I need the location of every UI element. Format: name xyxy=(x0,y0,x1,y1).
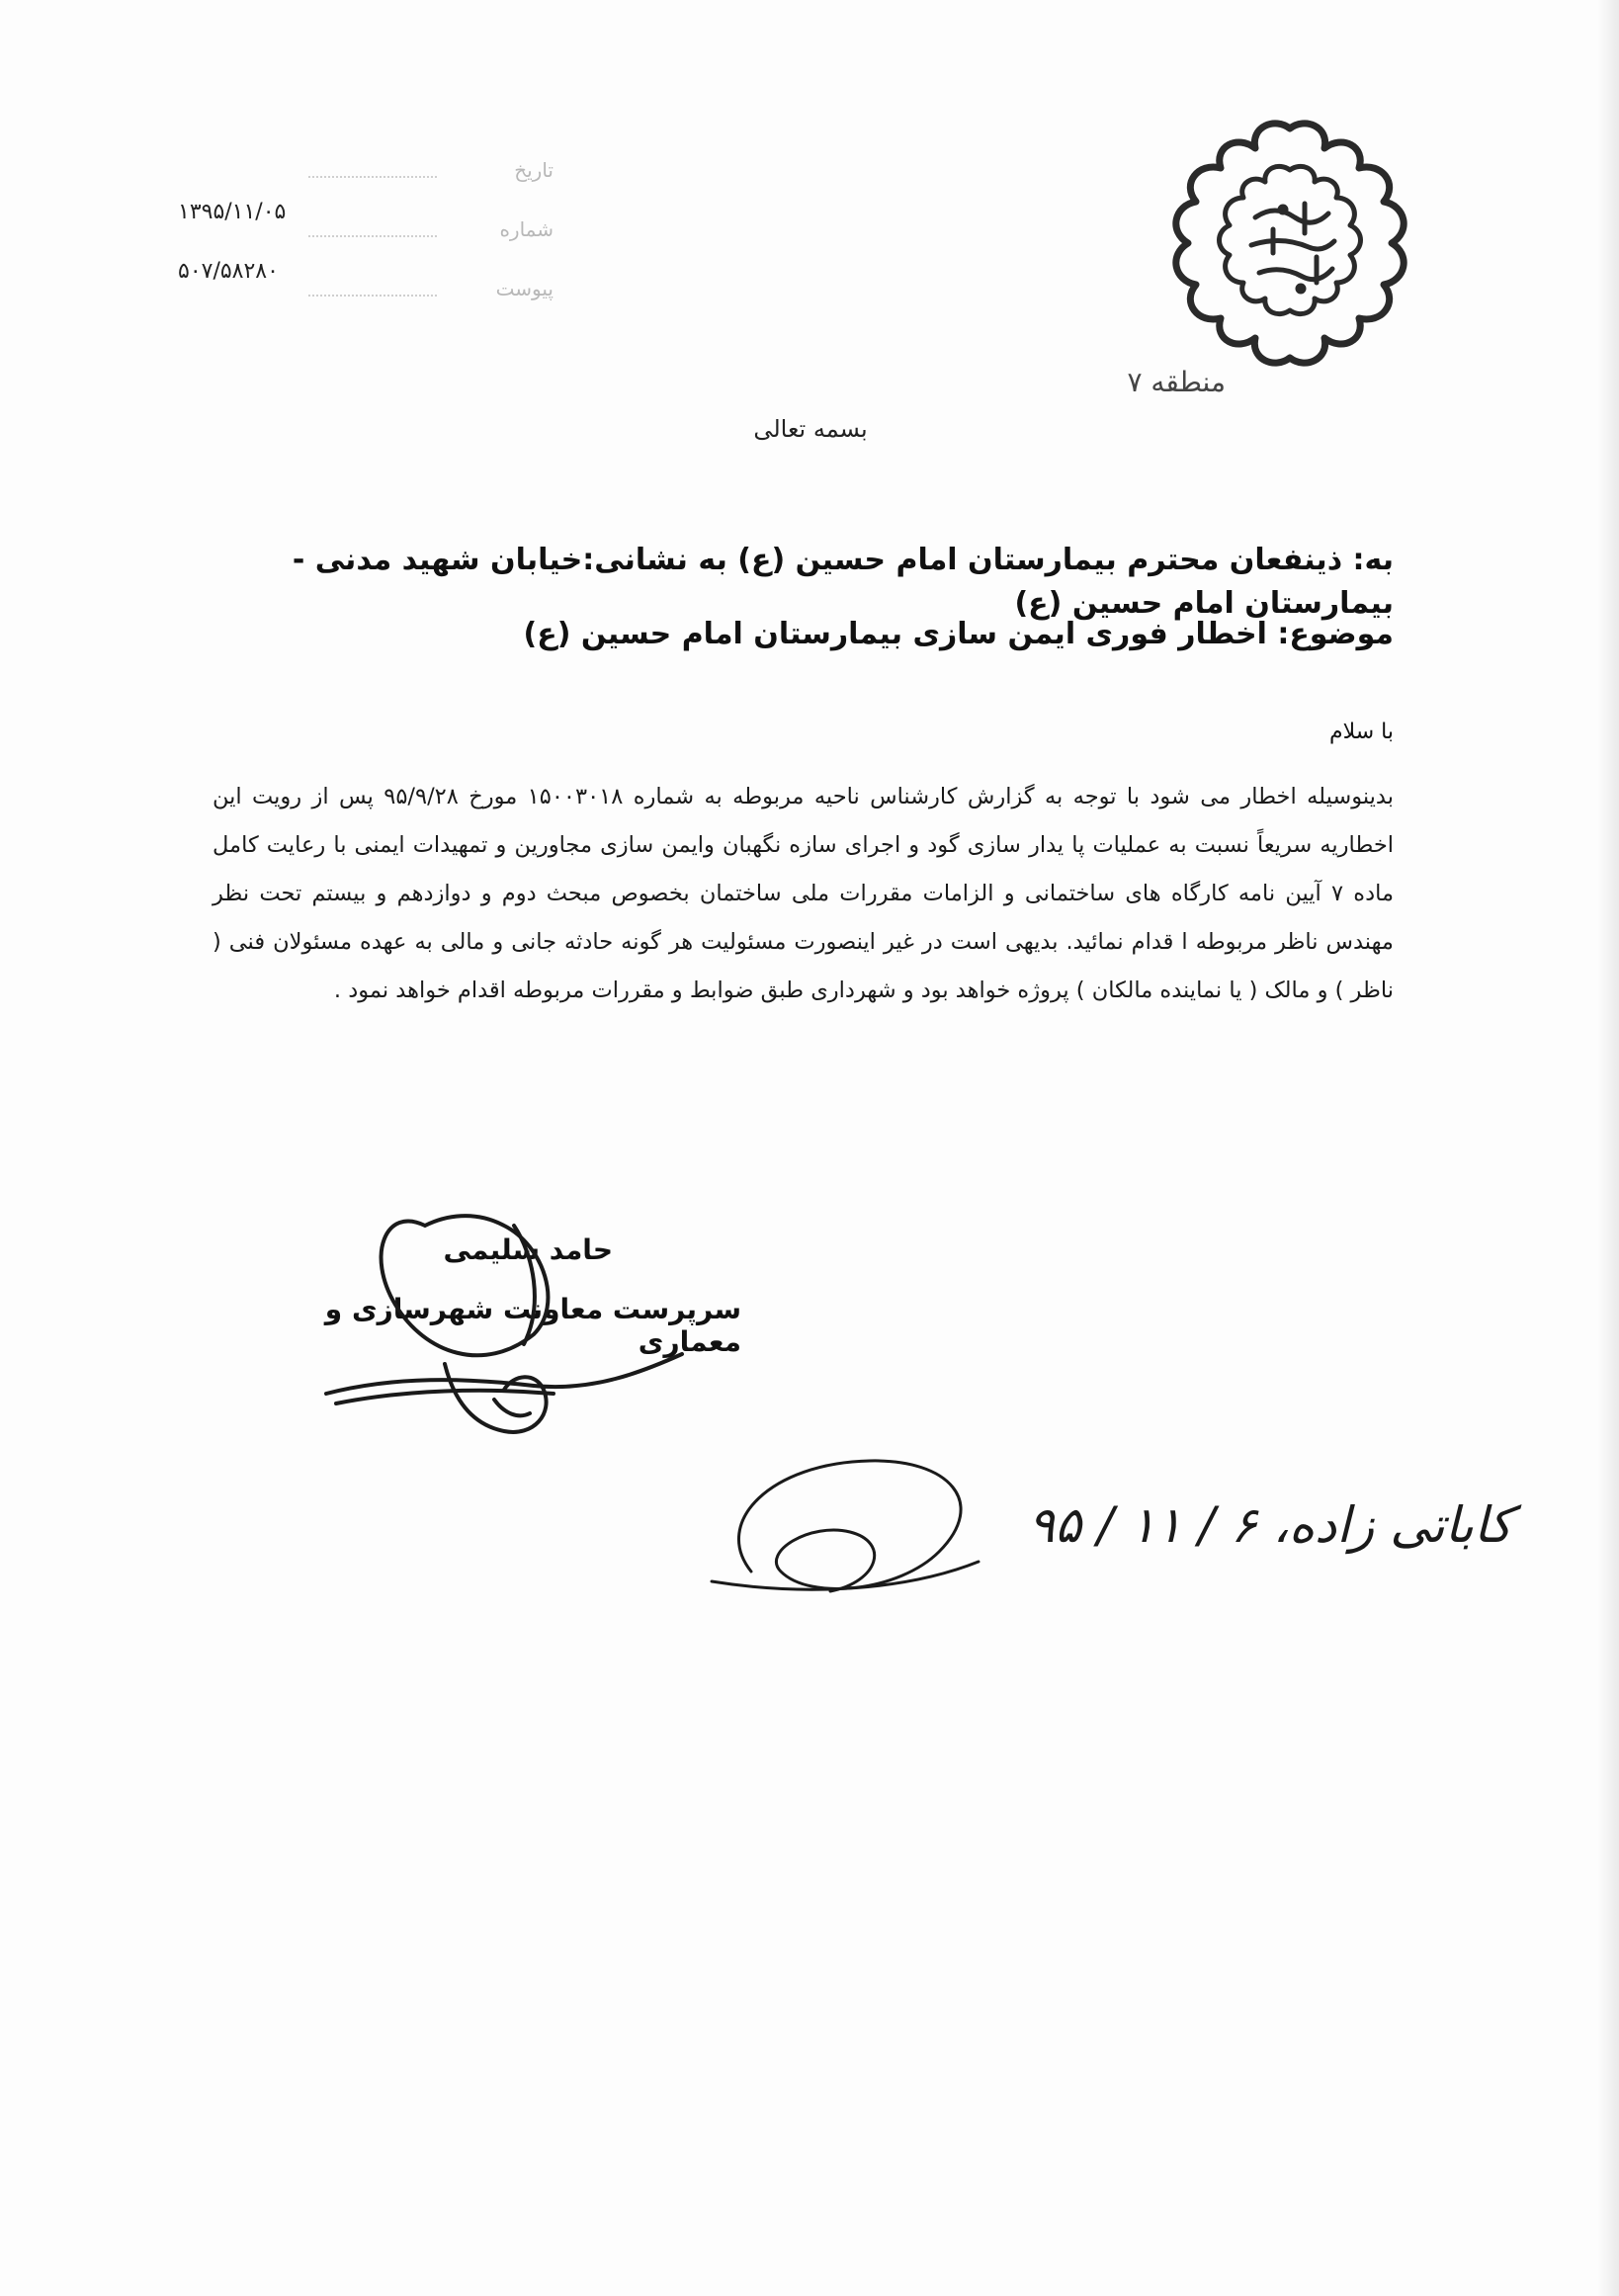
signer-title: سرپرست معاونت شهرسازی و معماری xyxy=(324,1293,741,1358)
number-dots xyxy=(308,235,437,237)
date-dots xyxy=(308,176,437,178)
tehran-emblem-icon xyxy=(1156,119,1423,395)
meta-date-row xyxy=(178,158,554,224)
attachment-label: پیوست xyxy=(495,277,554,300)
subject-line: موضوع: اخطار فوری ایمن سازی بیمارستان امام حسین (ع) xyxy=(523,617,1394,651)
number-label: شماره xyxy=(499,217,554,241)
attachment-dots xyxy=(308,295,437,297)
date-label: تاریخ xyxy=(514,158,554,182)
handwritten-note: کاباتی زاده، ۶ / ۱۱ / ۹۵ xyxy=(1028,1496,1512,1554)
region-label: منطقه ۷ xyxy=(1127,366,1226,398)
greeting: با سلام xyxy=(1328,720,1394,744)
date-value: ۱۳۹۵/۱۱/۰۵ xyxy=(178,200,287,224)
handwritten-note-scribble xyxy=(692,1423,1542,1641)
signer-name: حامد سلیمی xyxy=(443,1233,613,1266)
recipient-line: به: ذینفعان محترم بیمارستان امام حسین (ع) به نشانی:خیابان شهید مدنی - بیمارستان امام حسین (ع) xyxy=(292,543,1394,621)
number-value: ۵۰۷/۵۸۲۸۰ xyxy=(178,259,279,284)
invocation: بسمه تعالی xyxy=(753,415,868,443)
letter-meta xyxy=(178,158,554,306)
scan-edge xyxy=(1597,0,1619,2296)
meta-number-row xyxy=(178,217,554,284)
meta-attachment-row xyxy=(178,277,554,316)
letter-body: بدینوسیله اخطار می شود با توجه به گزارش کارشناس ناحیه مربوطه به شماره ۱۵۰۰۳۰۱۸ مورخ ۹۵/۹/۲۸ پس از رویت این اخطاریه سریعاً نسبت به عملیات پا یدار سازی گود و اجرای سازه نگهبان وایمن سازی مجاورین و تمهیدات ایمنی با رعایت کامل ماده ۷ آیین نامه کارگاه های ساختمانی و الزامات مقررات ملی ساختمان بخصوص مبحث دوم و دوازدهم و بیستم تحت نظر مهندس ناظر مربوطه ا قدام نمائید. بدیهی است در غیر اینصورت مسئولیت هر گونه حادثه جانی و مالی به عهده مسئولان فنی ( ناظر ) و مالک ( یا نماینده مالکان ) پروژه خواهد بود و شهرداری طبق ضوابط و مقررات مربوطه اقدام خواهد نمود . xyxy=(213,784,1394,1003)
